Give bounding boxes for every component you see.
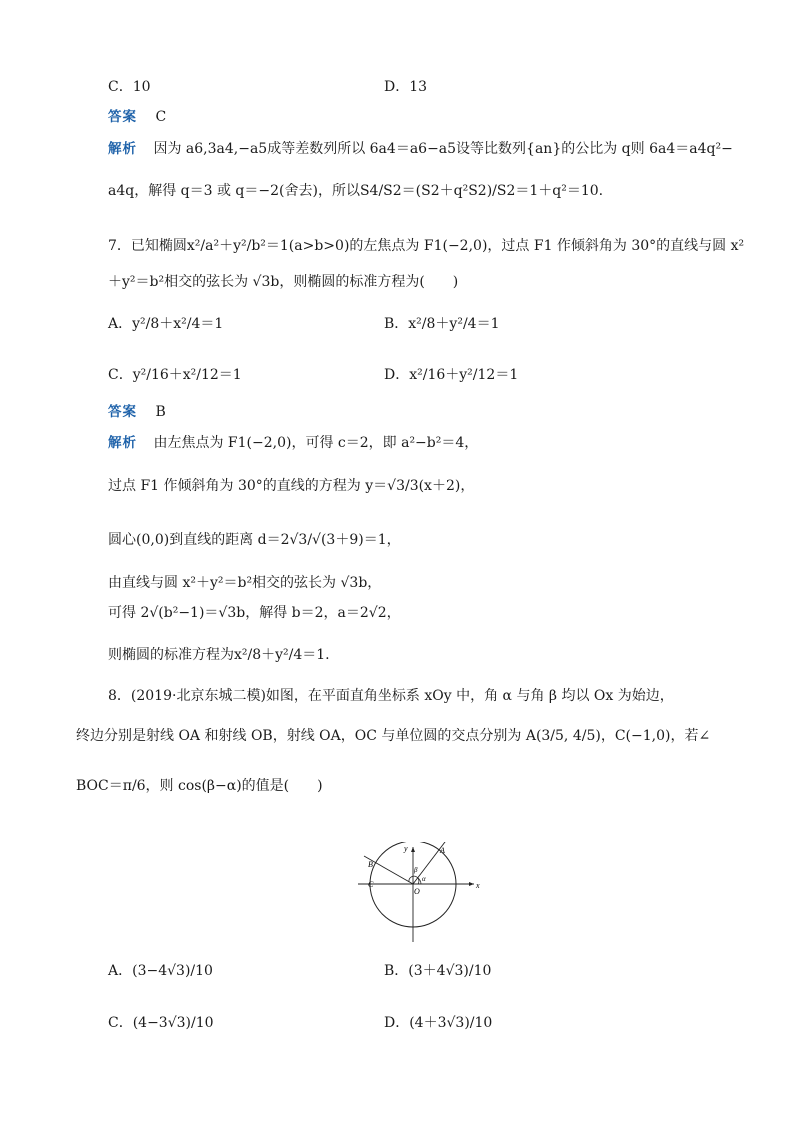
origin-label: O <box>414 887 420 896</box>
q7-analysis-line1 <box>108 433 478 453</box>
answer-label: 答案 <box>108 109 137 125</box>
q6-analysis-line1 <box>108 139 733 159</box>
alpha-label: α <box>422 875 426 883</box>
point-a-label: A <box>440 846 445 855</box>
beta-label: β <box>414 866 418 874</box>
x-axis-label: x <box>476 881 480 890</box>
q7-answer-row <box>108 402 166 422</box>
q8-option-a: A．(3−4√3)/10 <box>108 963 213 979</box>
answer-label: 答案 <box>108 404 137 420</box>
q7-stem-line2: ＋y²＝b²相交的弦长为 √3b，则椭圆的标准方程为( ) <box>108 274 459 290</box>
q8-stem-line1: 8．(2019·北京东城二模)如图，在平面直角坐标系 xOy 中，角 α 与角 β 均以 Ox 为始边， <box>108 688 674 704</box>
q7-stem-line1: 7．已知椭圆x²/a²＋y²/b²＝1(a>b>0)的左焦点为 F1(−2,0)，过点 F1 作倾斜角为 30°的直线与圆 x² <box>108 238 745 254</box>
unit-circle-figure <box>352 842 482 947</box>
q8-option-d: D．(4＋3√3)/10 <box>384 1015 493 1031</box>
q7-answer: B <box>155 404 166 420</box>
q6-analysis-line2: a4q，解得 q＝3 或 q＝−2(舍去)，所以S4/S2＝(S2＋q²S2)/S2＝1＋q²＝10. <box>108 183 604 199</box>
point-b-label: B <box>368 860 373 869</box>
q8-stem-line2: 终边分别是射线 OA 和射线 OB，射线 OA，OC 与单位圆的交点分别为 A(3/5, 4/5)，C(−1,0)，若∠ <box>76 728 711 744</box>
point-c-label: C <box>368 880 374 889</box>
q8-option-c: C．(4−3√3)/10 <box>108 1015 214 1031</box>
x-axis-arrow <box>469 882 474 886</box>
q6-option-c: C．10 <box>108 79 151 95</box>
q7-option-d: D．x²/16＋y²/12＝1 <box>384 367 519 383</box>
q6-analysis-text1: 因为 a6,3a4,−a5成等差数列所以 6a4＝a6−a5设等比数列{an}的公比为 q则 6a4＝a4q²− <box>153 141 733 157</box>
q6-answer: C <box>155 109 167 125</box>
q8-stem-line3: BOC＝π/6，则 cos(β−α)的值是( ) <box>76 778 323 794</box>
q7-option-b: B．x²/8＋y²/4＝1 <box>384 316 500 332</box>
q6-answer-row <box>108 107 166 127</box>
q7-analysis-text1: 由左焦点为 F1(−2,0)，可得 c＝2，即 a²−b²＝4， <box>153 435 479 451</box>
analysis-label: 解析 <box>108 435 137 451</box>
q7-analysis-line6: 则椭圆的标准方程为x²/8＋y²/4＝1. <box>108 647 330 663</box>
analysis-label: 解析 <box>108 141 137 157</box>
q7-analysis-line4: 由直线与圆 x²＋y²＝b²相交的弦长为 √3b， <box>108 575 382 591</box>
q7-analysis-line2: 过点 F1 作倾斜角为 30°的直线的方程为 y＝√3/3(x＋2)， <box>108 478 475 494</box>
y-axis-arrow <box>411 847 415 852</box>
q8-option-b: B．(3＋4√3)/10 <box>384 963 492 979</box>
q7-option-a: A．y²/8＋x²/4＝1 <box>108 316 224 332</box>
q7-analysis-line3: 圆心(0,0)到直线的距离 d＝2√3/√(3＋9)＝1， <box>108 532 401 548</box>
y-axis-label: y <box>404 844 408 853</box>
q6-option-d: D．13 <box>384 79 428 95</box>
q7-analysis-line5: 可得 2√(b²−1)＝√3b，解得 b＝2，a＝2√2， <box>108 605 401 621</box>
q7-option-c: C．y²/16＋x²/12＝1 <box>108 367 242 383</box>
